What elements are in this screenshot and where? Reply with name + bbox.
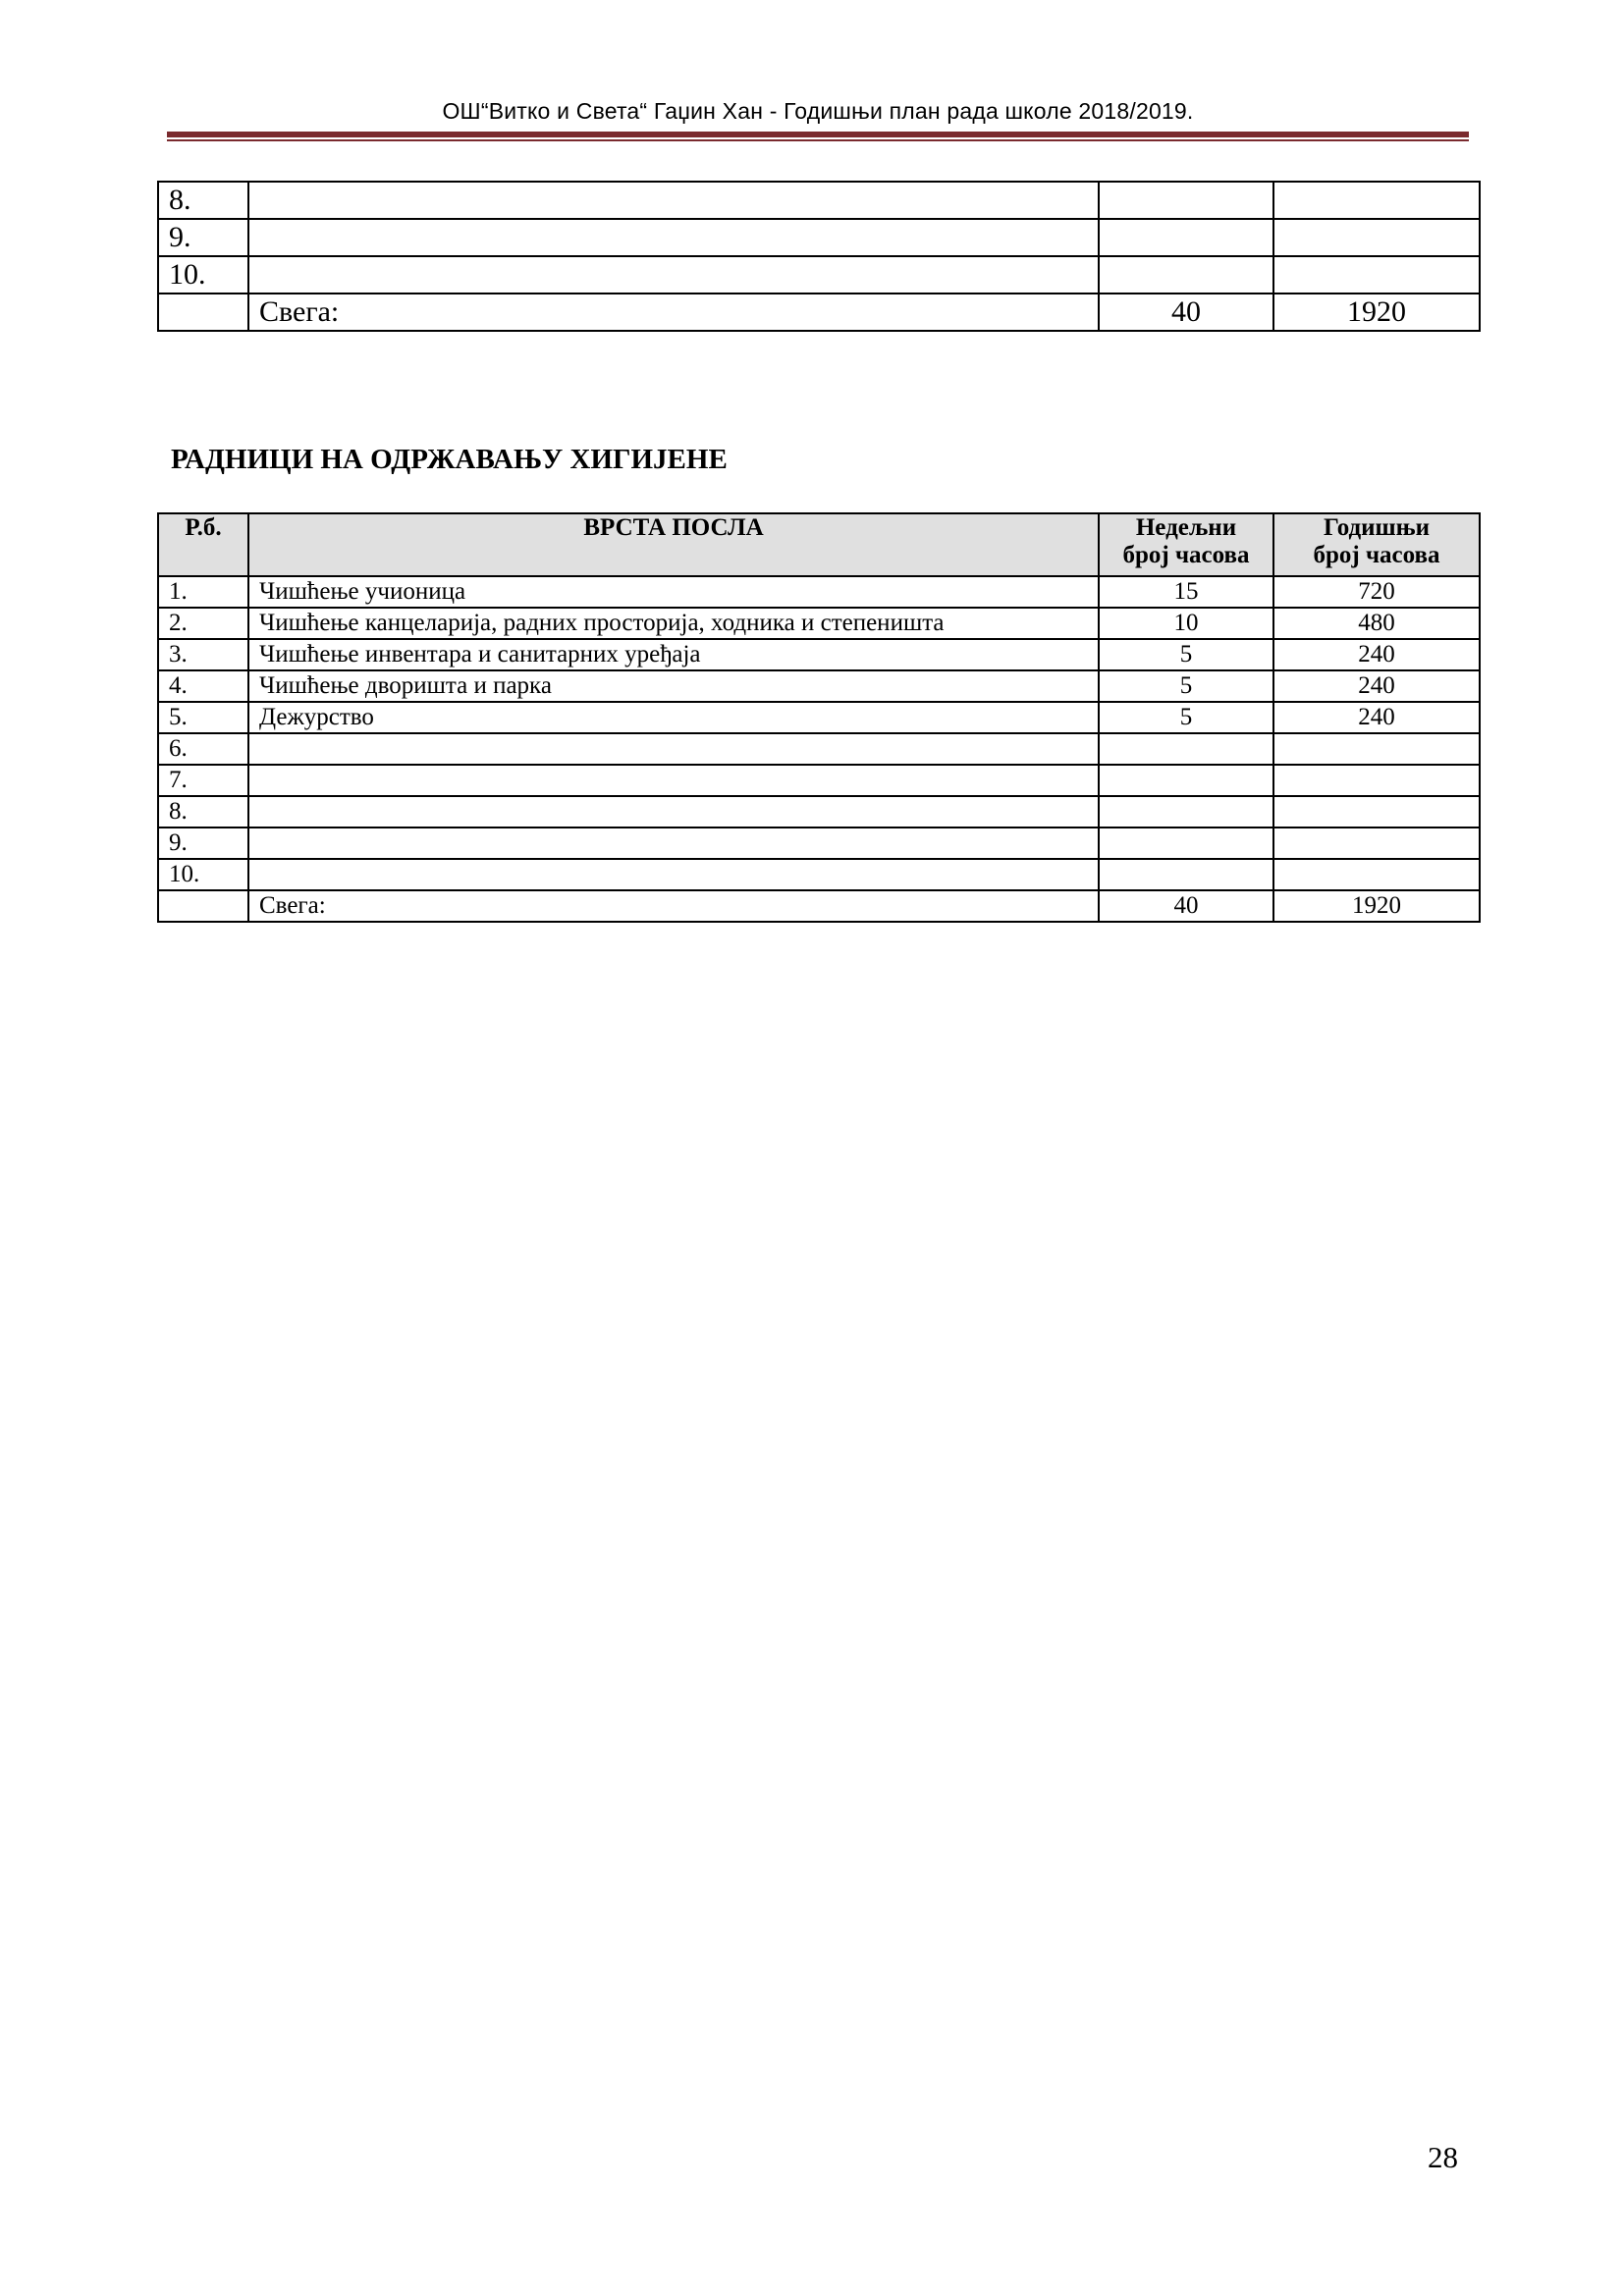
total-weekly-hours: 40: [1099, 890, 1273, 922]
row-yearly-hours: [1273, 796, 1480, 828]
total-yearly-hours: 1920: [1273, 890, 1480, 922]
row-yearly-hours: [1273, 859, 1480, 890]
row-description: Дежурство: [248, 702, 1099, 733]
staff-hours-table-continued: [157, 181, 1481, 332]
row-yearly-hours: 240: [1273, 702, 1480, 733]
row-description: [248, 796, 1099, 828]
row-number: 6.: [158, 733, 248, 765]
table-header-row: [158, 513, 1480, 576]
hygiene-workers-table: [157, 512, 1481, 923]
page-header: ОШ“Витко и Света“ Гаџин Хан - Годишњи план рада школе 2018/2019.: [442, 98, 1194, 124]
row-yearly-hours: [1273, 182, 1480, 219]
row-description: Чишћење инвентара и санитарних уређаја: [248, 639, 1099, 670]
table-row: [158, 702, 1480, 733]
row-weekly-hours: 5: [1099, 670, 1273, 702]
row-yearly-hours: [1273, 765, 1480, 796]
header-weekly-line2: број часова: [1122, 542, 1250, 568]
row-number: 2.: [158, 608, 248, 639]
header-yearly-line2: број часова: [1313, 542, 1440, 568]
header-job-type: ВРСТА ПОСЛА: [248, 513, 1099, 576]
total-empty-cell: [158, 294, 248, 331]
row-weekly-hours: 15: [1099, 576, 1273, 608]
table-row: [158, 765, 1480, 796]
row-number: 5.: [158, 702, 248, 733]
table-row: [158, 670, 1480, 702]
row-description: [248, 859, 1099, 890]
row-description: Чишћење учионица: [248, 576, 1099, 608]
row-description: Чишћење канцеларија, радних просторија, ходника и степеништа: [248, 608, 1099, 639]
row-description: [248, 765, 1099, 796]
header-rule: [167, 132, 1469, 137]
row-number: 1.: [158, 576, 248, 608]
row-weekly-hours: 5: [1099, 639, 1273, 670]
row-number: 10.: [158, 859, 248, 890]
header-rb: Р.б.: [158, 513, 248, 576]
row-description: [248, 733, 1099, 765]
row-yearly-hours: [1273, 733, 1480, 765]
row-yearly-hours: 240: [1273, 670, 1480, 702]
row-weekly-hours: [1099, 859, 1273, 890]
row-weekly-hours: [1099, 765, 1273, 796]
row-yearly-hours: [1273, 219, 1480, 256]
row-weekly-hours: [1099, 182, 1273, 219]
total-row: [158, 294, 1480, 331]
row-weekly-hours: [1099, 796, 1273, 828]
header-weekly-hours: [1099, 513, 1273, 576]
row-number: 7.: [158, 765, 248, 796]
total-yearly-hours: 1920: [1273, 294, 1480, 331]
table-row: [158, 639, 1480, 670]
row-weekly-hours: 10: [1099, 608, 1273, 639]
header-yearly-hours: [1273, 513, 1480, 576]
row-number: 8.: [158, 182, 248, 219]
table-row: [158, 608, 1480, 639]
table-row: [158, 796, 1480, 828]
row-weekly-hours: [1099, 219, 1273, 256]
row-number: 8.: [158, 796, 248, 828]
row-weekly-hours: [1099, 733, 1273, 765]
table-row: [158, 828, 1480, 859]
row-number: 10.: [158, 256, 248, 294]
total-row: [158, 890, 1480, 922]
total-empty-cell: [158, 890, 248, 922]
row-yearly-hours: 240: [1273, 639, 1480, 670]
row-yearly-hours: 480: [1273, 608, 1480, 639]
header-weekly-line1: Недељни: [1135, 514, 1237, 541]
table-row: [158, 859, 1480, 890]
row-weekly-hours: [1099, 256, 1273, 294]
total-label: Свега:: [248, 890, 1099, 922]
row-description: [248, 219, 1099, 256]
page-number: 28: [1428, 2140, 1458, 2174]
row-yearly-hours: 720: [1273, 576, 1480, 608]
row-number: 3.: [158, 639, 248, 670]
table-row: [158, 576, 1480, 608]
row-number: 4.: [158, 670, 248, 702]
row-description: [248, 182, 1099, 219]
table-row: [158, 733, 1480, 765]
table-row: [158, 256, 1480, 294]
table-row: [158, 182, 1480, 219]
total-weekly-hours: 40: [1099, 294, 1273, 331]
row-description: [248, 256, 1099, 294]
table-row: [158, 219, 1480, 256]
row-weekly-hours: 5: [1099, 702, 1273, 733]
row-yearly-hours: [1273, 828, 1480, 859]
row-description: [248, 828, 1099, 859]
header-yearly-line1: Годишњи: [1324, 514, 1430, 541]
row-number: 9.: [158, 828, 248, 859]
row-weekly-hours: [1099, 828, 1273, 859]
total-label: Свега:: [248, 294, 1099, 331]
section-title: РАДНИЦИ НА ОДРЖАВАЊУ ХИГИЈЕНЕ: [171, 444, 728, 475]
row-yearly-hours: [1273, 256, 1480, 294]
row-description: Чишћење дворишта и парка: [248, 670, 1099, 702]
header-rule-thin: [167, 139, 1469, 141]
row-number: 9.: [158, 219, 248, 256]
